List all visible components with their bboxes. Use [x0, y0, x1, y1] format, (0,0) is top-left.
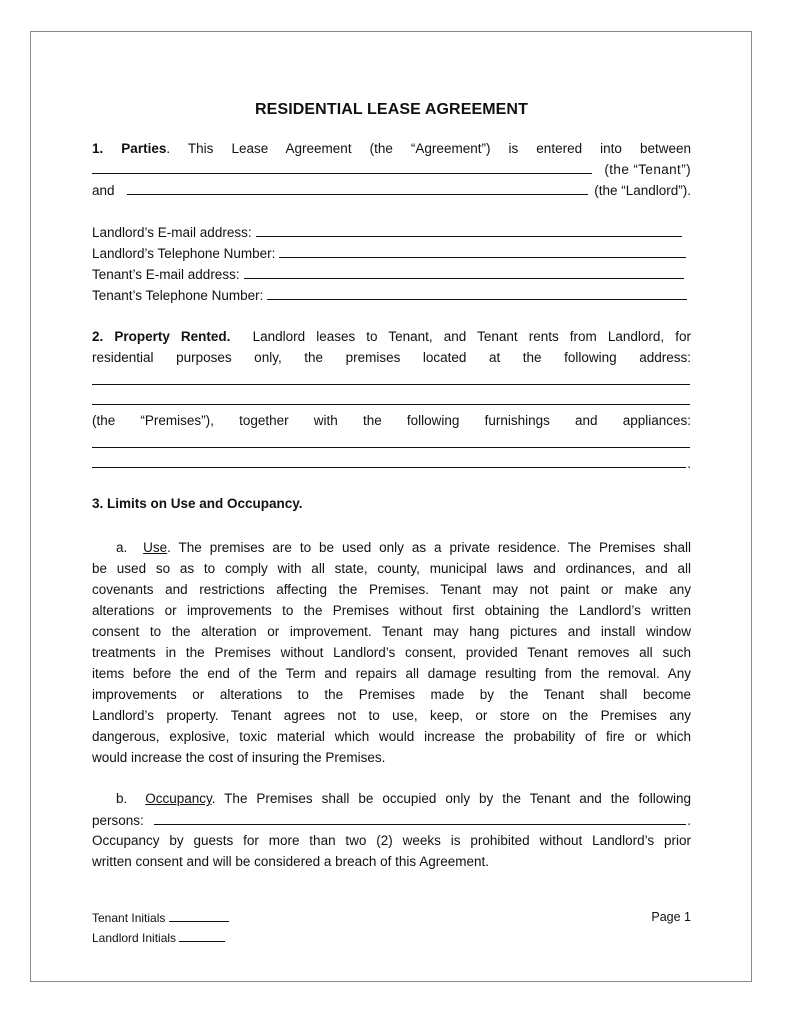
limits-heading	[92, 494, 691, 514]
and-label: and	[92, 183, 115, 198]
tenant-name-line	[92, 159, 691, 180]
use-line: treatments in the Premises without Landlord’s consent, provided Tenant removes all such	[92, 645, 691, 660]
occupancy-line-4: written consent and will be considered a breach of this Agreement.	[92, 854, 489, 869]
landlord-initials-line	[92, 929, 225, 948]
address-blank-2[interactable]	[92, 404, 690, 405]
tenant-phone-blank[interactable]	[267, 285, 687, 300]
page-number: Page 1	[651, 910, 691, 924]
landlord-phone-label: Landlord’s Telephone Number:	[92, 246, 276, 261]
use-line: Landlord’s property. Tenant agrees not to use, keep, or store on the Premises any	[92, 708, 691, 723]
occupancy-text-1: . The Premises shall be occupied only by the Tenant and the following	[211, 791, 691, 806]
parties-heading: 1. Parties	[92, 141, 167, 156]
landlord-phone-blank[interactable]	[279, 243, 686, 258]
use-line: improvements or alterations to the Premises made by the Tenant shall become	[92, 687, 691, 702]
landlord-label: (the “Landlord”).	[594, 183, 691, 198]
property-heading: 2. Property Rented.	[92, 329, 231, 344]
property-line-1	[92, 327, 691, 347]
use-text-1: . The premises are to be used only as a private residence. The Premises shall	[167, 540, 691, 555]
furnishings-end-period: .	[687, 456, 691, 471]
occupancy-persons-line	[92, 810, 691, 831]
property-text-1: Landlord leases to Tenant, and Tenant rents from Landlord, for	[252, 329, 691, 344]
landlord-email-label: Landlord’s E-mail address:	[92, 225, 252, 240]
landlord-name-blank[interactable]	[127, 180, 589, 195]
premises-line: (the “Premises”), together with the following furnishings and appliances:	[92, 413, 691, 428]
landlord-name-line	[92, 180, 691, 201]
tenant-email-blank[interactable]	[244, 264, 684, 279]
limits-heading-text: 3. Limits on Use and Occupancy.	[92, 496, 303, 511]
landlord-email-blank[interactable]	[256, 222, 682, 237]
tenant-label: (the “Tenant”)	[604, 162, 691, 177]
persons-label: persons:	[92, 813, 144, 828]
use-line: be used so as to comply with all state, county, municipal laws and ordinances, and all	[92, 561, 691, 576]
parties-intro-line	[92, 139, 691, 159]
occupancy-label: Occupancy	[145, 791, 212, 806]
use-line: covenants and restrictions affecting the Premises. Tenant may not paint or make any	[92, 582, 691, 597]
address-blank-1[interactable]	[92, 384, 690, 385]
persons-end-period: .	[687, 813, 691, 828]
tenant-email-line	[92, 264, 686, 285]
landlord-initials-label: Landlord Initials	[92, 931, 177, 945]
furnishings-blank-1[interactable]	[92, 447, 690, 448]
use-line: dangerous, explosive, toxic material which would increase the probability of fire or which	[92, 729, 691, 744]
landlord-phone-line	[92, 243, 688, 264]
use-label: Use	[143, 540, 168, 555]
occupancy-line-3: Occupancy by guests for more than two (2) weeks is prohibited without Landlord’s prior	[92, 833, 691, 848]
occupancy-prefix: b.	[116, 791, 128, 806]
occupancy-line-1	[92, 789, 691, 809]
document-title: RESIDENTIAL LEASE AGREEMENT	[255, 101, 528, 118]
landlord-initials-blank[interactable]	[179, 929, 225, 942]
tenant-initials-label: Tenant Initials	[92, 911, 166, 925]
furnishings-blank-2[interactable]	[92, 453, 686, 468]
tenant-initials-blank[interactable]	[169, 909, 229, 922]
landlord-email-line	[92, 222, 684, 243]
use-prefix: a.	[116, 540, 128, 555]
use-line: consent to the alteration or improvement. Tenant may hang pictures and install window	[92, 624, 691, 639]
use-line: items before the end of the Term and repairs all damage resulting from the removal. Any	[92, 666, 691, 681]
tenant-phone-label: Tenant’s Telephone Number:	[92, 288, 264, 303]
persons-blank[interactable]	[154, 810, 686, 825]
use-line-1	[92, 537, 691, 558]
tenant-email-label: Tenant’s E-mail address:	[92, 267, 240, 282]
tenant-name-blank[interactable]	[92, 159, 592, 174]
use-paragraph	[92, 537, 691, 768]
furnishings-line-2	[92, 453, 691, 474]
tenant-initials-line	[92, 909, 229, 928]
use-line: alterations or improvements to the Premises without first obtaining the Landlord’s written	[92, 603, 691, 618]
use-line: would increase the cost of insuring the Premises.	[92, 750, 386, 765]
parties-intro-text: . This Lease Agreement (the “Agreement”) is entered into between	[166, 141, 691, 156]
property-line-2: residential purposes only, the premises located at the following address:	[92, 350, 691, 365]
tenant-phone-line	[92, 285, 689, 306]
